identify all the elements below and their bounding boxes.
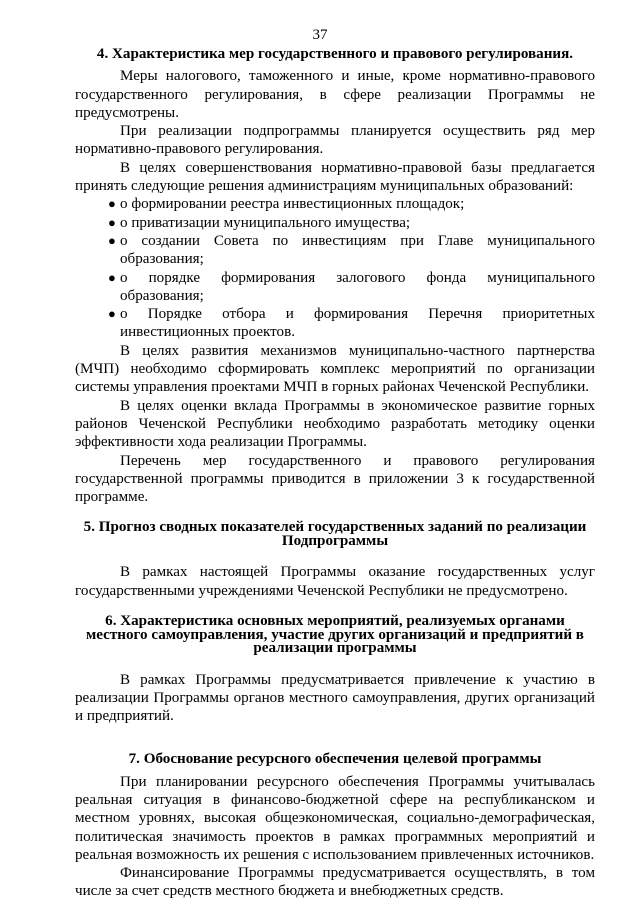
section-4-paragraph: При реализации подпрограммы планируется осуществить ряд мер нормативно-правового регулирования.: [75, 123, 595, 158]
decisions-list: [75, 195, 595, 341]
section-7-title: 7. Обоснование ресурсного обеспечения целевой программы: [128, 751, 542, 768]
section-4-paragraph: В целях совершенствования нормативно-правовой базы предлагается принять следующие решения администрациям муниципальных образований:: [75, 159, 595, 195]
section-7-paragraph: При планировании ресурсного обеспечения Программы учитывалась реальная ситуация в финансово-бюджетной сфере на республиканском и местном уровнях, высокая общеэкономическая, социально-демографическая, политическая значимость проектов в рамках программных мероприятий и реальная возможность их решения с использованием привлеченных источников.: [75, 773, 595, 863]
list-item: ● о создании Совета по инвестициям при Главе муниципального образования;: [108, 232, 595, 268]
section-6-title: 6. Характеристика основных мероприятий, реализуемых органами местного самоуправления, участие других организаций и предприятий в реализации программы: [86, 613, 584, 657]
list-item: ● о формировании реестра инвестиционных площадок;: [108, 196, 465, 213]
section-4-paragraph: В целях оценки вклада Программы в экономическое развитие горных районов Чеченской Республики необходимо разработать методику оценки эффективности хода реализации Программы.: [75, 397, 595, 451]
section-5-paragraph: В рамках настоящей Программы оказание государственных услуг государственными учреждениями Чеченской Республики не предусмотрено.: [75, 564, 595, 599]
document-body: [75, 45, 595, 901]
bullet-icon: ●: [108, 232, 116, 248]
section-4-paragraph: Перечень мер государственного и правового регулирования государственной программы приводится в приложении 3 к государственной программе.: [75, 452, 595, 506]
page-number: 37: [312, 27, 328, 43]
list-item: ● о Порядке отбора и формирования Перечня приоритетных инвестиционных проектов.: [108, 306, 595, 341]
section-6-paragraph: В рамках Программы предусматривается привлечение к участию в реализации Программы органов местного самоуправления, других организаций и предприятий.: [75, 671, 595, 725]
bullet-icon: ●: [108, 214, 116, 230]
bullet-icon: ●: [108, 196, 116, 212]
section-7-paragraph: Финансирование Программы предусматривается осуществлять, в том числе за счет средств местного бюджета и внебюджетных средств.: [75, 865, 595, 900]
bullet-icon: ●: [108, 269, 116, 285]
list-item: ● о приватизации муниципального имущества;: [108, 214, 411, 231]
section-4-title: 4. Характеристика мер государственного и правового регулирования.: [96, 46, 574, 62]
section-5-title: 5. Прогноз сводных показателей государственных заданий по реализации Подпрограммы: [83, 519, 587, 549]
list-item: ● о порядке формирования залогового фонда муниципального образования;: [108, 269, 595, 304]
section-4-paragraph: Меры налогового, таможенного и иные, кроме нормативно-правового государственного регулирования, в сфере реализации Программы не предусмотрены.: [75, 68, 595, 121]
section-4-paragraph: В целях развития механизмов муниципально-частного партнерства (МЧП) необходимо сформировать комплекс мероприятий по организации системы управления проектами МЧП в горных районах Чеченской Республики.: [75, 342, 595, 396]
bullet-icon: ●: [108, 306, 116, 322]
